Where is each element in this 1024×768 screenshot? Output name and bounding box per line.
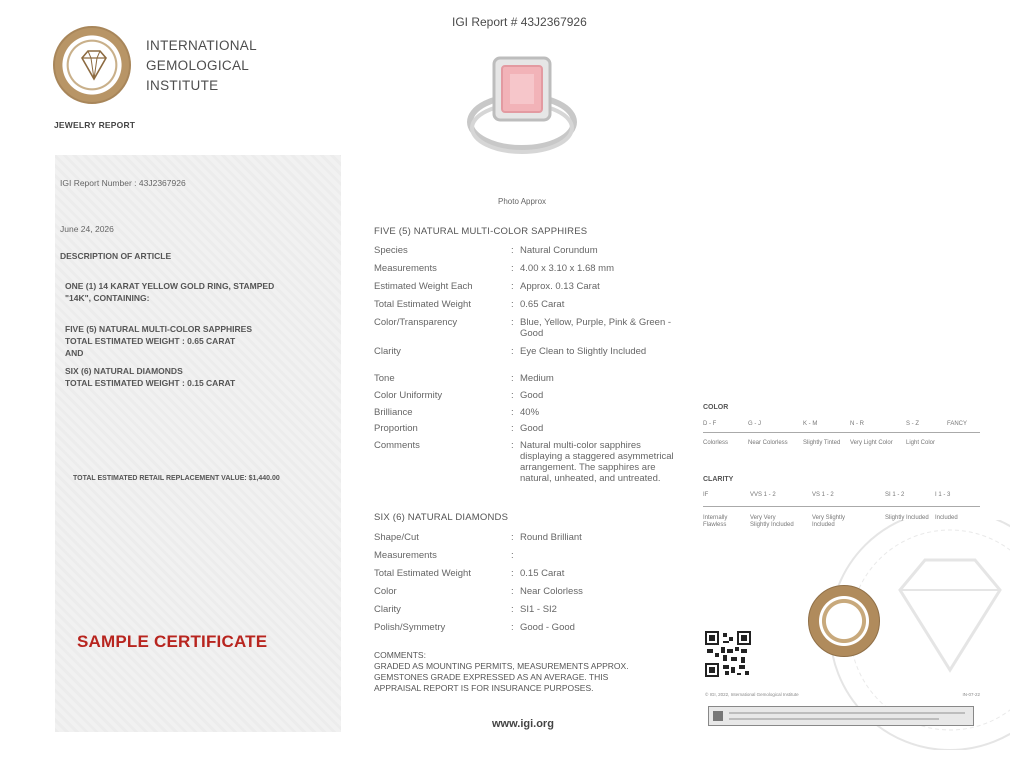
- photo-caption: Photo Approx: [498, 197, 547, 206]
- spec-label: Estimated Weight Each: [374, 281, 473, 292]
- spec-label: Total Estimated Weight: [374, 299, 471, 310]
- sapphire-summary-line2: TOTAL ESTIMATED WEIGHT : 0.65 CARAT: [65, 336, 236, 346]
- description-line2: "14K", CONTAINING:: [65, 293, 150, 303]
- spec-label: Clarity: [374, 346, 401, 357]
- institute-name: [146, 36, 257, 96]
- color-grade: D - F: [703, 421, 717, 427]
- igi-logo-seal: [53, 26, 131, 104]
- spec-value: SI1 - SI2: [520, 604, 557, 615]
- spec-label: Shape/Cut: [374, 532, 419, 543]
- spec-separator: :: [511, 346, 514, 357]
- institute-name-line3: INSTITUTE: [146, 78, 219, 93]
- report-number: IGI Report Number : 43J2367926: [60, 178, 186, 188]
- spec-label: Color: [374, 586, 397, 597]
- clarity-scale-title: CLARITY: [703, 476, 734, 483]
- spec-value: Blue, Yellow, Purple, Pink & Green - Good: [520, 317, 672, 339]
- clarity-grade: IF: [703, 492, 709, 498]
- form-code: IN-07-22: [962, 692, 980, 697]
- spec-separator: :: [511, 407, 514, 418]
- security-strip: [708, 706, 974, 726]
- color-grade: K - M: [803, 421, 818, 427]
- color-grade-label: Very Light Color: [850, 440, 893, 446]
- color-grade-label: Light Color: [906, 440, 936, 446]
- spec-value: Eye Clean to Slightly Included: [520, 346, 647, 357]
- ring-photo: [462, 50, 582, 160]
- color-grade: N - R: [850, 421, 864, 427]
- security-strip-mark: [713, 711, 723, 721]
- copyright-text: © IGI, 2022, International Gemological Institute: [705, 692, 799, 697]
- security-strip-line: [729, 712, 965, 714]
- clarity-grade-label: Very Very Slightly Included: [750, 515, 794, 528]
- clarity-scale-divider: [703, 506, 980, 507]
- spec-separator: :: [511, 299, 514, 310]
- diamond-icon: [830, 604, 860, 638]
- spec-value: 4.00 x 3.10 x 1.68 mm: [520, 263, 614, 274]
- spec-label: Color/Transparency: [374, 317, 458, 328]
- spec-separator: :: [511, 532, 514, 543]
- spec-separator: :: [511, 373, 514, 384]
- spec-separator: :: [511, 423, 514, 434]
- clarity-grade-label: Slightly Included: [885, 515, 929, 521]
- spec-separator: :: [511, 440, 514, 451]
- spec-value: Natural Corundum: [520, 245, 598, 256]
- spec-value: Round Brilliant: [520, 532, 582, 543]
- qr-code[interactable]: [705, 631, 751, 677]
- clarity-grade-label: Included: [935, 515, 958, 521]
- clarity-grade: VS 1 - 2: [812, 492, 834, 498]
- spec-label: Tone: [374, 373, 395, 384]
- spec-value: Medium: [520, 373, 554, 384]
- spec-separator: :: [511, 550, 514, 561]
- spec-label: Total Estimated Weight: [374, 568, 471, 579]
- clarity-grade-label: Very Slightly Included: [812, 515, 846, 528]
- spec-label: Brilliance: [374, 407, 413, 418]
- and-label: AND: [65, 348, 84, 358]
- spec-value: Good: [520, 390, 544, 401]
- security-strip-line: [729, 718, 939, 720]
- diamond-summary-line1: SIX (6) NATURAL DIAMONDS: [65, 366, 183, 376]
- report-date: June 24, 2026: [60, 224, 114, 234]
- spec-value: Natural multi-color sapphires displaying a staggered asymmetrical arrangement. The sapphires are natural, unheated, and untreated.: [520, 440, 674, 484]
- color-scale-divider: [703, 432, 980, 433]
- comments-line2: GRADED AS MOUNTING PERMITS, MEASUREMENTS APPROX.: [374, 661, 629, 671]
- description-panel: [55, 155, 341, 732]
- spec-label: Species: [374, 245, 408, 256]
- color-grade-label: Near Colorless: [748, 440, 788, 446]
- spec-separator: :: [511, 604, 514, 615]
- website-link[interactable]: www.igi.org: [492, 718, 554, 730]
- spec-label: Measurements: [374, 550, 437, 561]
- clarity-grade: VVS 1 - 2: [750, 492, 776, 498]
- color-grade: G - J: [748, 421, 761, 427]
- spec-label: Clarity: [374, 604, 401, 615]
- spec-label: Proportion: [374, 423, 418, 434]
- color-grade-label: Colorless: [703, 440, 729, 446]
- spec-separator: :: [511, 245, 514, 256]
- spec-separator: :: [511, 390, 514, 401]
- comments-block: [374, 650, 674, 694]
- diamond-icon: [79, 48, 109, 82]
- spec-value: Good: [520, 423, 544, 434]
- color-grade: FANCY: [947, 421, 968, 427]
- spec-label: Polish/Symmetry: [374, 622, 446, 633]
- spec-value: 0.65 Carat: [520, 299, 565, 310]
- spec-label: Color Uniformity: [374, 390, 443, 401]
- color-scale-title: COLOR: [703, 404, 729, 411]
- diamond-summary-line2: TOTAL ESTIMATED WEIGHT : 0.15 CARAT: [65, 378, 236, 388]
- spec-label: Measurements: [374, 263, 437, 274]
- institute-name-line2: GEMOLOGICAL: [146, 58, 250, 73]
- report-number-header: IGI Report # 43J2367926: [452, 15, 587, 29]
- spec-separator: :: [511, 586, 514, 597]
- spec-value: 0.15 Carat: [520, 568, 565, 579]
- spec-value: Good - Good: [520, 622, 575, 633]
- clarity-grade: SI 1 - 2: [885, 492, 905, 498]
- spec-separator: :: [511, 263, 514, 274]
- color-grade-label: Slightly Tinted: [803, 440, 841, 446]
- igi-seal: [808, 585, 880, 657]
- spec-separator: :: [511, 568, 514, 579]
- institute-name-line1: INTERNATIONAL: [146, 38, 257, 53]
- comments-line3: GEMSTONES GRADE EXPRESSED AS AN AVERAGE. THIS: [374, 672, 609, 682]
- description-heading: DESCRIPTION OF ARTICLE: [60, 251, 172, 261]
- spec-separator: :: [511, 622, 514, 633]
- jewelry-report-label: JEWELRY REPORT: [54, 120, 136, 130]
- comments-line4: APPRAISAL REPORT IS FOR INSURANCE PURPOSES.: [374, 683, 594, 693]
- sample-certificate-label: SAMPLE CERTIFICATE: [77, 632, 268, 651]
- spec-value: Approx. 0.13 Carat: [520, 281, 600, 292]
- spec-value: Near Colorless: [520, 586, 583, 597]
- fine-print: [705, 692, 980, 697]
- sapphires-title: FIVE (5) NATURAL MULTI-COLOR SAPPHIRES: [374, 226, 588, 237]
- sapphire-summary-line1: FIVE (5) NATURAL MULTI-COLOR SAPPHIRES: [65, 324, 252, 334]
- color-grade: S - Z: [906, 421, 919, 427]
- spec-separator: :: [511, 317, 514, 328]
- description-line1: ONE (1) 14 KARAT YELLOW GOLD RING, STAMPED: [65, 281, 275, 291]
- retail-value: TOTAL ESTIMATED RETAIL REPLACEMENT VALUE: $1,440.00: [73, 475, 280, 482]
- diamonds-title: SIX (6) NATURAL DIAMONDS: [374, 512, 509, 523]
- spec-label: Comments: [374, 440, 420, 451]
- spec-separator: :: [511, 281, 514, 292]
- comments-line1: COMMENTS:: [374, 650, 426, 660]
- clarity-grade: I 1 - 3: [935, 492, 951, 498]
- clarity-grade-label: Internally Flawless: [703, 515, 728, 528]
- spec-value: 40%: [520, 407, 540, 418]
